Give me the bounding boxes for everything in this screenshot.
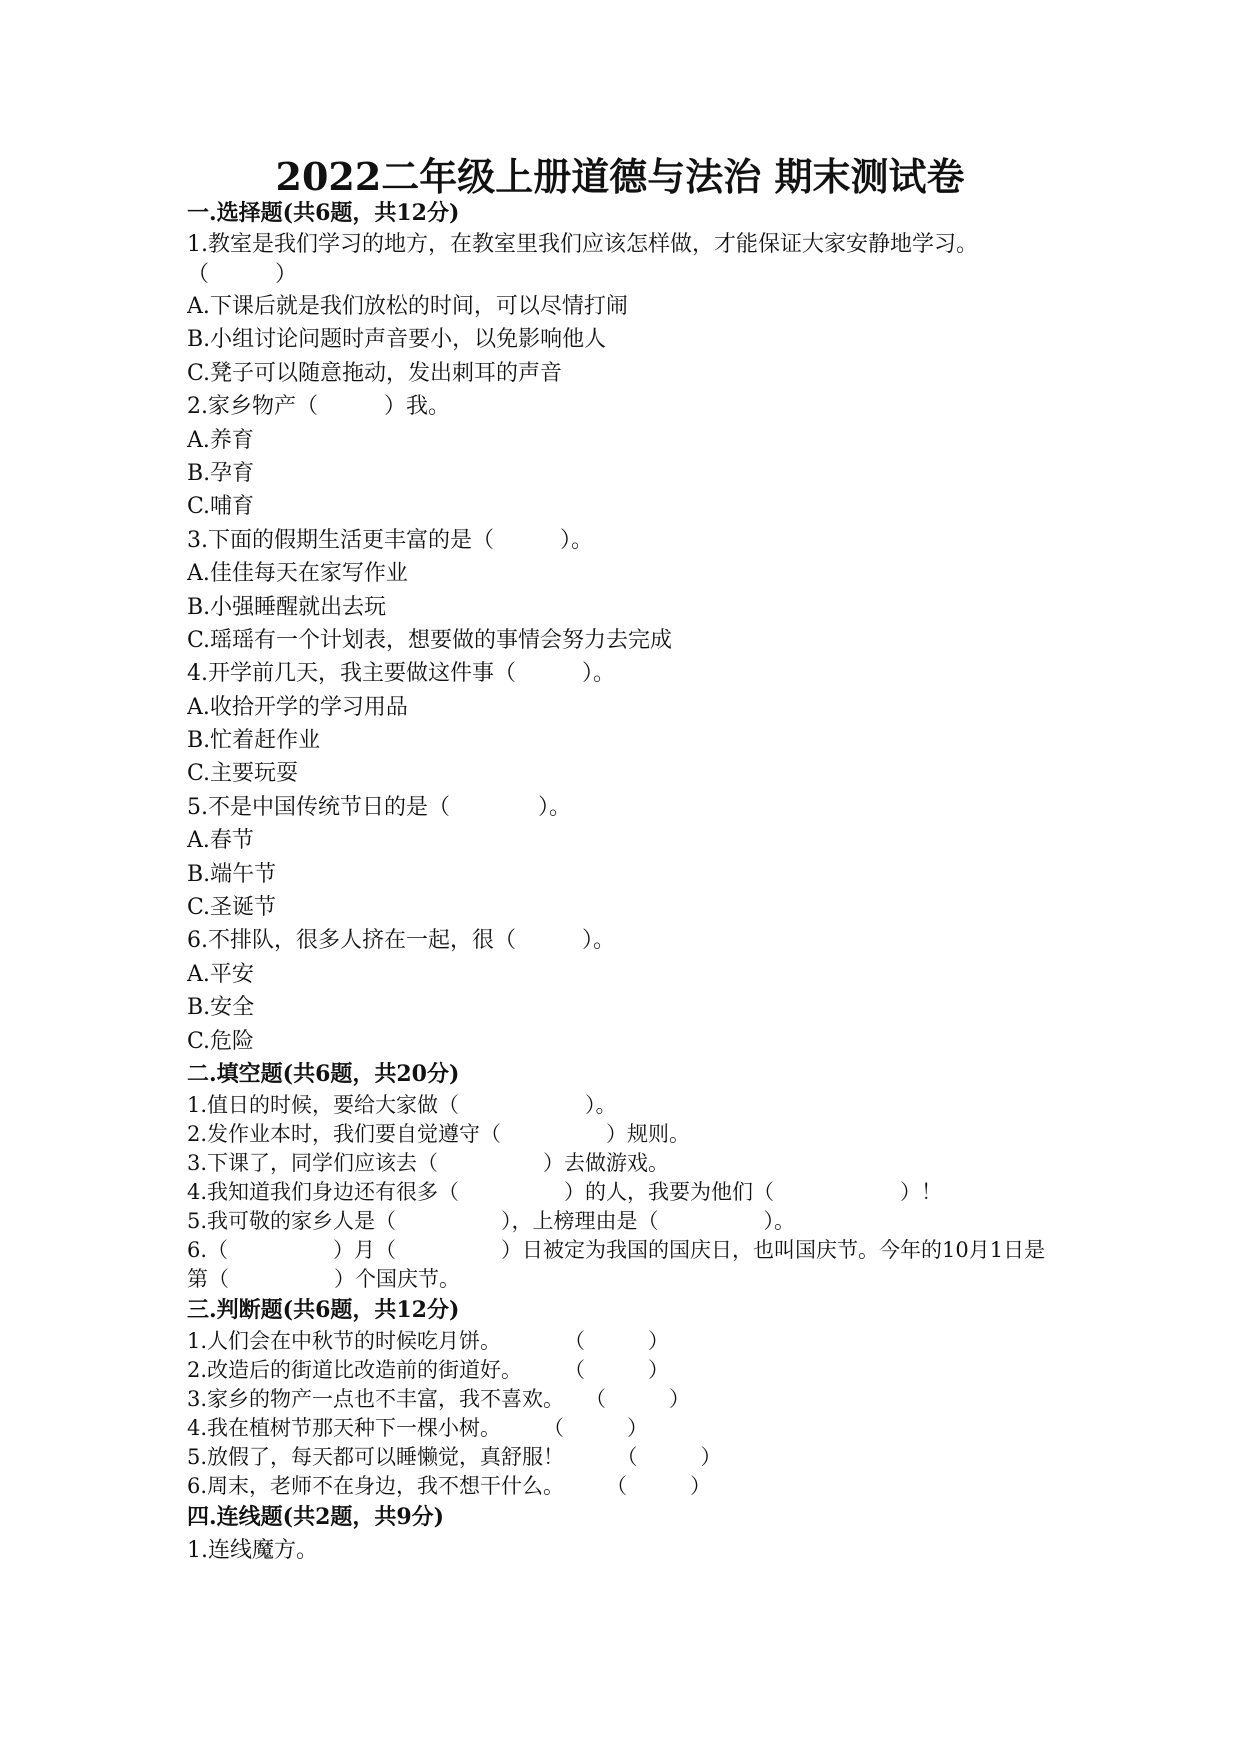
section-heading-judge: 三.判断题(共6题，共12分): [187, 1296, 460, 1323]
question-stem: 1.教室是我们学习的地方，在教室里我们应该怎样做，才能保证大家安静地学习。（ ）: [187, 232, 978, 287]
fill-question: 2.发作业本时，我们要自觉遵守（ ）规则。: [187, 1121, 691, 1146]
judge-question: 1.人们会在中秋节的时候吃月饼。 （ ）: [187, 1328, 670, 1353]
option-c: C.危险: [187, 1028, 255, 1054]
option-b: B.端午节: [187, 861, 277, 887]
judge-question: 4.我在植树节那天种下一棵小树。 （ ）: [187, 1415, 649, 1440]
option-c: C.哺育: [187, 494, 255, 520]
fill-question: 5.我可敬的家乡人是（ ），上榜理由是（ ）。: [187, 1208, 796, 1233]
exam-content: [187, 197, 1047, 1567]
question-stem: 4.开学前几天，我主要做这件事（ ）。: [187, 661, 615, 687]
judge-question: 2.改造后的街道比改造前的街道好。 （ ）: [187, 1357, 670, 1382]
page-title: 2022二年级上册道德与法治 期末测试卷: [275, 154, 965, 199]
fill-question: 4.我知道我们身边还有很多（ ）的人，我要为他们（ ）！: [187, 1179, 943, 1204]
option-b: B.小组讨论问题时声音要小，以免影响他人: [187, 327, 607, 353]
option-c: C.瑶瑶有一个计划表，想要做的事情会努力去完成: [187, 627, 673, 653]
option-b: B.小强睡醒就出去玩: [187, 594, 387, 620]
fill-question: 6.（ ）月（ ）日被定为我国的国庆日，也叫国庆节。今年的10月1日是第（ ）个国庆节。: [187, 1237, 1046, 1291]
question-stem: 3.下面的假期生活更丰富的是（ ）。: [187, 527, 593, 553]
option-b: B.孕育: [187, 460, 255, 486]
section-heading-fill: 二.填空题(共6题，共20分): [187, 1060, 460, 1087]
judge-question: 5.放假了，每天都可以睡懒觉，真舒服！ （ ）: [187, 1444, 722, 1469]
option-c: C.主要玩耍: [187, 761, 299, 787]
option-b: B.忙着赶作业: [187, 728, 321, 754]
fill-question: 1.值日的时候，要给大家做（ ）。: [187, 1092, 617, 1117]
fill-question: 3.下课了，同学们应该去（ ）去做游戏。: [187, 1150, 670, 1175]
option-a: A.佳佳每天在家写作业: [187, 561, 408, 587]
section-heading-match: 四.连线题(共2题，共9分): [187, 1503, 445, 1530]
match-question: 1.连线魔方。: [187, 1537, 318, 1563]
option-a: A.平安: [187, 961, 254, 987]
option-c: C.圣诞节: [187, 895, 277, 921]
option-c: C.凳子可以随意拖动，发出刺耳的声音: [187, 360, 563, 386]
option-b: B.安全: [187, 995, 255, 1021]
question-stem: 5.不是中国传统节日的是（ ）。: [187, 794, 571, 820]
judge-question: 3.家乡的物产一点也不丰富，我不喜欢。 （ ）: [187, 1386, 691, 1411]
question-stem: 2.家乡物产（ ）我。: [187, 394, 450, 420]
question-stem: 6.不排队，很多人挤在一起，很（ ）。: [187, 928, 615, 954]
option-a: A.下课后就是我们放松的时间，可以尽情打闹: [187, 294, 628, 319]
section-heading-choice: 一.选择题(共6题，共12分): [187, 200, 460, 226]
option-a: A.春节: [187, 828, 254, 854]
option-a: A.收拾开学的学习用品: [187, 694, 408, 720]
judge-question: 6.周末，老师不在身边，我不想干什么。 （ ）: [187, 1473, 712, 1498]
option-a: A.养育: [187, 427, 254, 453]
